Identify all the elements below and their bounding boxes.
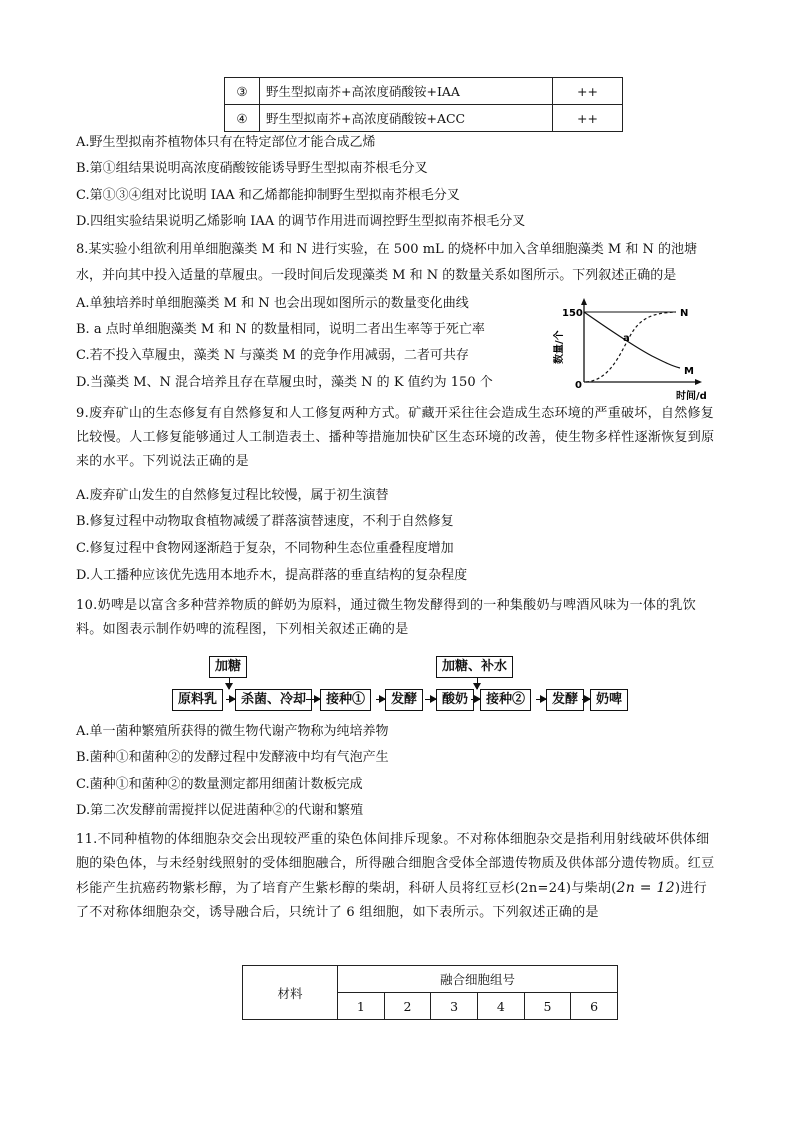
row-number: ③: [225, 78, 260, 105]
q7-option-b: B.第①组结果说明高浓度硝酸铵能诱导野生型拟南芥根毛分叉: [76, 161, 428, 176]
q8-option-c: C.若不投入草履虫，藻类 N 与藻类 M 的竞争作用减弱，二者可共存: [76, 348, 469, 363]
q10-option-a: A.单一菌种繁殖所获得的微生物代谢产物称为纯培养物: [76, 724, 389, 739]
q8-option-d: D.当藻类 M、N 混合培养且存在草履虫时，藻类 N 的 K 值约为 150 个: [76, 375, 493, 390]
origin-label: 0: [575, 380, 582, 391]
group-cell: 1: [338, 993, 385, 1020]
q8-option-a: A.单独培养时单细胞藻类 M 和 N 也会出现如图所示的数量变化曲线: [76, 296, 469, 311]
top-table: [224, 77, 623, 132]
flow-down-arrow-1: [229, 678, 230, 689]
row-description: 野生型拟南芥+高浓度硝酸铵+ACC: [260, 105, 553, 132]
flow-add-sugar: 加糖: [209, 656, 247, 678]
q10-option-c: C.菌种①和菌种②的数量测定都用细菌计数板完成: [76, 777, 363, 792]
flow-step-inoculate-1: 接种①: [320, 689, 371, 711]
y-axis-label: 数量/个: [554, 330, 565, 364]
flow-arrow: [471, 699, 480, 700]
series-m-label: M: [684, 366, 694, 377]
group-cell: 6: [571, 993, 618, 1020]
flow-arrow: [226, 699, 235, 700]
table-row: [225, 78, 623, 105]
flow-down-arrow-2: [477, 678, 478, 689]
y-axis-arrow: [581, 298, 587, 305]
flow-step-yogurt: 酸奶: [436, 689, 474, 711]
q11-table: [242, 965, 618, 1020]
flow-step-ferment-1: 发酵: [385, 689, 423, 711]
flow-arrow: [582, 699, 590, 700]
q7-option-a: A.野生型拟南芥植物体只有在特定部位才能合成乙烯: [76, 135, 376, 150]
group-cell: 3: [431, 993, 478, 1020]
q8-stem-line1: 8.某实验小组欲利用单细胞藻类 M 和 N 进行实验，在 500 mL 的烧杯中加入含单细胞藻类 M 和 N 的池塘: [76, 242, 698, 257]
flow-step-milk-beer: 奶啤: [590, 689, 628, 711]
q10-option-d: D.第二次发酵前需搅拌以促进菌种②的代谢和繁殖: [76, 803, 364, 818]
series-n-label: N: [680, 308, 689, 319]
q9-option-b: B.修复过程中动物取食植物减缓了群落演替速度，不利于自然修复: [76, 514, 454, 529]
q11-stem-part1: 11.不同种植物的体细胞杂交会出现较严重的染色体间排斥现象。不对称体细胞杂交是指利用射线破坏供体细胞的染色体，与未经射线照射的受体细胞融合，所得融合细胞含受体全部遗传物质及供体部分遗传物质。红豆杉能产生抗癌药物紫杉醇，为了培育产生紫杉醇的柴胡，科研人员将红豆杉(2n=24)与柴胡(: [76, 832, 715, 896]
q9-stem: 9.废弃矿山的生态修复有自然修复和人工修复两种方式。矿藏开采往往会造成生态环境的严重破坏，自然修复比较慢。人工修复能够通过人工制造表土、播种等措施加快矿区生态环境的改善，使生物多样性逐渐恢复到原来的水平。下列说法正确的是: [76, 406, 715, 469]
flow-step-sterilize: 杀菌、冷却: [235, 689, 312, 711]
table-header-row: [243, 966, 618, 993]
q10-option-b: B.菌种①和菌种②的发酵过程中发酵液中均有气泡产生: [76, 750, 389, 765]
flow-add-sugar-water: 加糖、补水: [436, 656, 513, 678]
q10-stem: 10.奶啤是以富含多种营养物质的鲜奶为原料，通过微生物发酵得到的一种集酸奶与啤酒风味为一体的乳饮料。如图表示制作奶啤的流程图，下列相关叙述正确的是: [76, 598, 697, 637]
flow-arrow: [536, 699, 546, 700]
row-number: ④: [225, 105, 260, 132]
group-cell: 2: [384, 993, 431, 1020]
flow-step-raw-milk: 原料乳: [172, 689, 223, 711]
q9-option-c: C.修复过程中食物网逐渐趋于复杂，不同物种生态位重叠程度增加: [76, 541, 454, 556]
q11-stem-part2: )进行了不对称体细胞杂交，诱导融合后，只统计了 6 组细胞，如下表所示。下列叙述正确的是: [76, 881, 707, 920]
q11-stem: [76, 828, 716, 925]
row-description: 野生型拟南芥+高浓度硝酸铵+IAA: [260, 78, 553, 105]
flow-arrow: [306, 699, 320, 700]
population-chart: [548, 296, 716, 404]
group-cell: 5: [524, 993, 571, 1020]
group-cell: 4: [477, 993, 524, 1020]
group-header: 融合细胞组号: [338, 966, 618, 993]
x-axis-label: 时间/d: [676, 391, 707, 402]
flow-step-ferment-2: 发酵: [546, 689, 584, 711]
q9-option-a: A.废弃矿山发生的自然修复过程比较慢，属于初生演替: [76, 488, 389, 503]
flow-arrow: [376, 699, 385, 700]
row-result: ++: [553, 78, 623, 105]
flow-arrow: [425, 699, 436, 700]
q7-option-d: D.四组实验结果说明乙烯影响 IAA 的调节作用进而调控野生型拟南芥根毛分叉: [76, 214, 526, 229]
material-header: 材料: [243, 966, 338, 1020]
series-m-curve: [584, 312, 680, 368]
y-tick-150: 150: [562, 308, 583, 319]
point-a-label: a: [623, 333, 630, 344]
row-result: ++: [553, 105, 623, 132]
q11-formula: 2n = 12: [616, 880, 675, 896]
flow-step-inoculate-2: 接种②: [480, 689, 531, 711]
q9-option-d: D.人工播种应该优先选用本地乔木，提高群落的垂直结构的复杂程度: [76, 568, 468, 583]
q8-stem-line2: 水，并向其中投入适量的草履虫。一段时间后发现藻类 M 和 N 的数量关系如图所示。下列叙述正确的是: [76, 268, 677, 283]
q7-option-c: C.第①③④组对比说明 IAA 和乙烯都能抑制野生型拟南芥根毛分叉: [76, 188, 460, 203]
x-axis-arrow: [695, 379, 702, 385]
q8-option-b: B. a 点时单细胞藻类 M 和 N 的数量相同，说明二者出生率等于死亡率: [76, 322, 485, 337]
table-row: [225, 105, 623, 132]
